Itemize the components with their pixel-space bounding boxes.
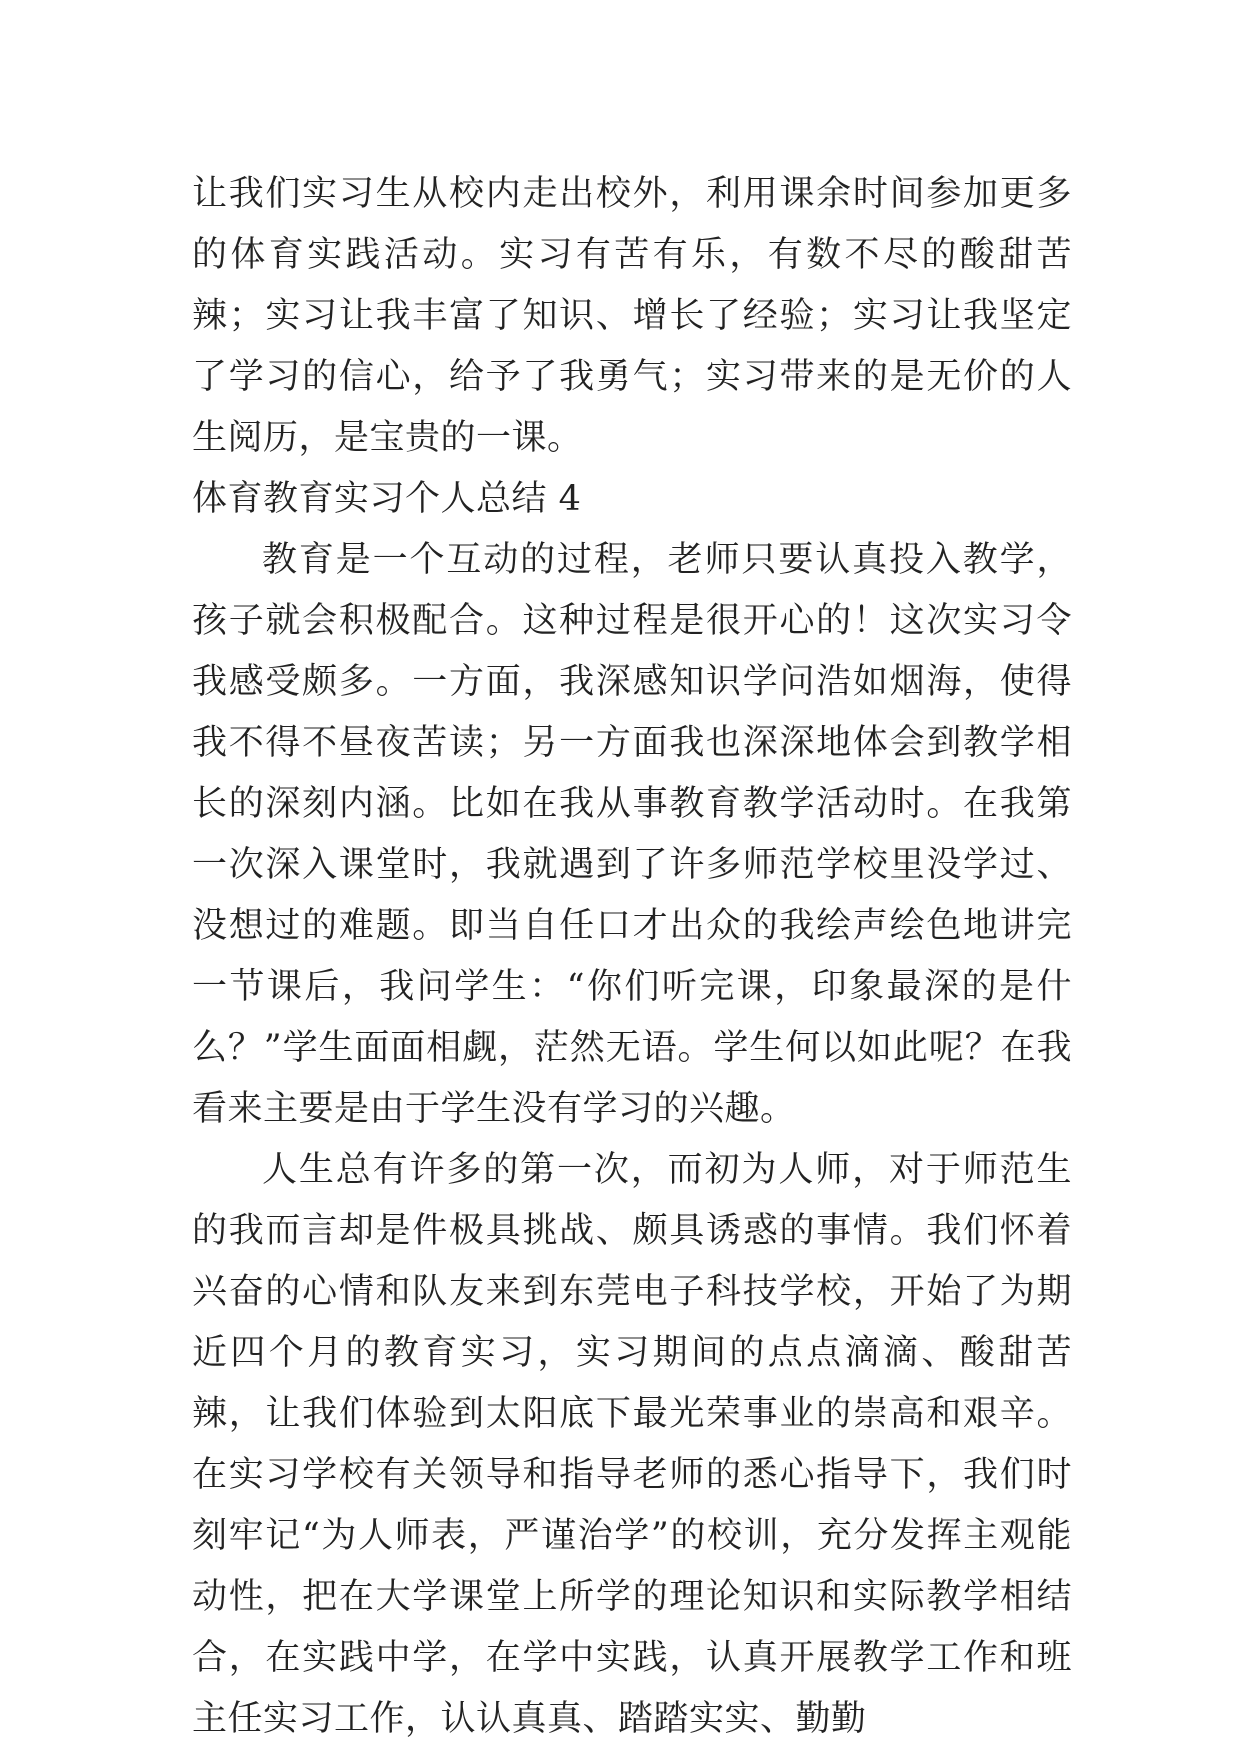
paragraph-teaching-interaction: 教育是一个互动的过程，老师只要认真投入教学，孩子就会积极配合。这种过程是很开心的！这次实习令我感受颇多。一方面，我深感知识学问浩如烟海，使得我不得不昼夜苦读；另一方面我也深深地体会到教学相长的深刻内涵。比如在我从事教育教学活动时。在我第一次深入课堂时，我就遇到了许多师范学校里没学过、没想过的难题。即当自任口才出众的我绘声绘色地讲完一节课后，我问学生：“你们听完课，印象最深的是什么？”学生面面相觑，茫然无语。学生何以如此呢？在我看来主要是由于学生没有学习的兴趣。 — [192, 540, 1072, 1129]
paragraph-first-time-teacher: 人生总有许多的第一次，而初为人师，对于师范生的我而言却是件极具挑战、颇具诱惑的事情。我们怀着兴奋的心情和队友来到东莞电子科技学校，开始了为期近四个月的教育实习，实习期间的点点滴滴、酸甜苦辣，让我们体验到太阳底下最光荣事业的崇高和艰辛。在实习学校有关领导和指导老师的悉心指导下，我们时刻牢记“为人师表，严谨治学”的校训，充分发挥主观能动性，把在大学课堂上所学的理论知识和实际教学相结合，在实践中学，在学中实践，认真开展教学工作和班主任实习工作，认认真真、踏踏实实、勤勤 — [192, 1150, 1072, 1739]
document-body — [192, 164, 1072, 1750]
paragraph-continuation: 让我们实习生从校内走出校外，利用课余时间参加更多的体育实践活动。实习有苦有乐，有数不尽的酸甜苦辣；实习让我丰富了知识、增长了经验；实习让我坚定了学习的信心，给予了我勇气；实习带来的是无价的人生阅历，是宝贵的一课。 — [192, 174, 1072, 458]
section-heading: 体育教育实习个人总结 4 — [192, 479, 582, 519]
